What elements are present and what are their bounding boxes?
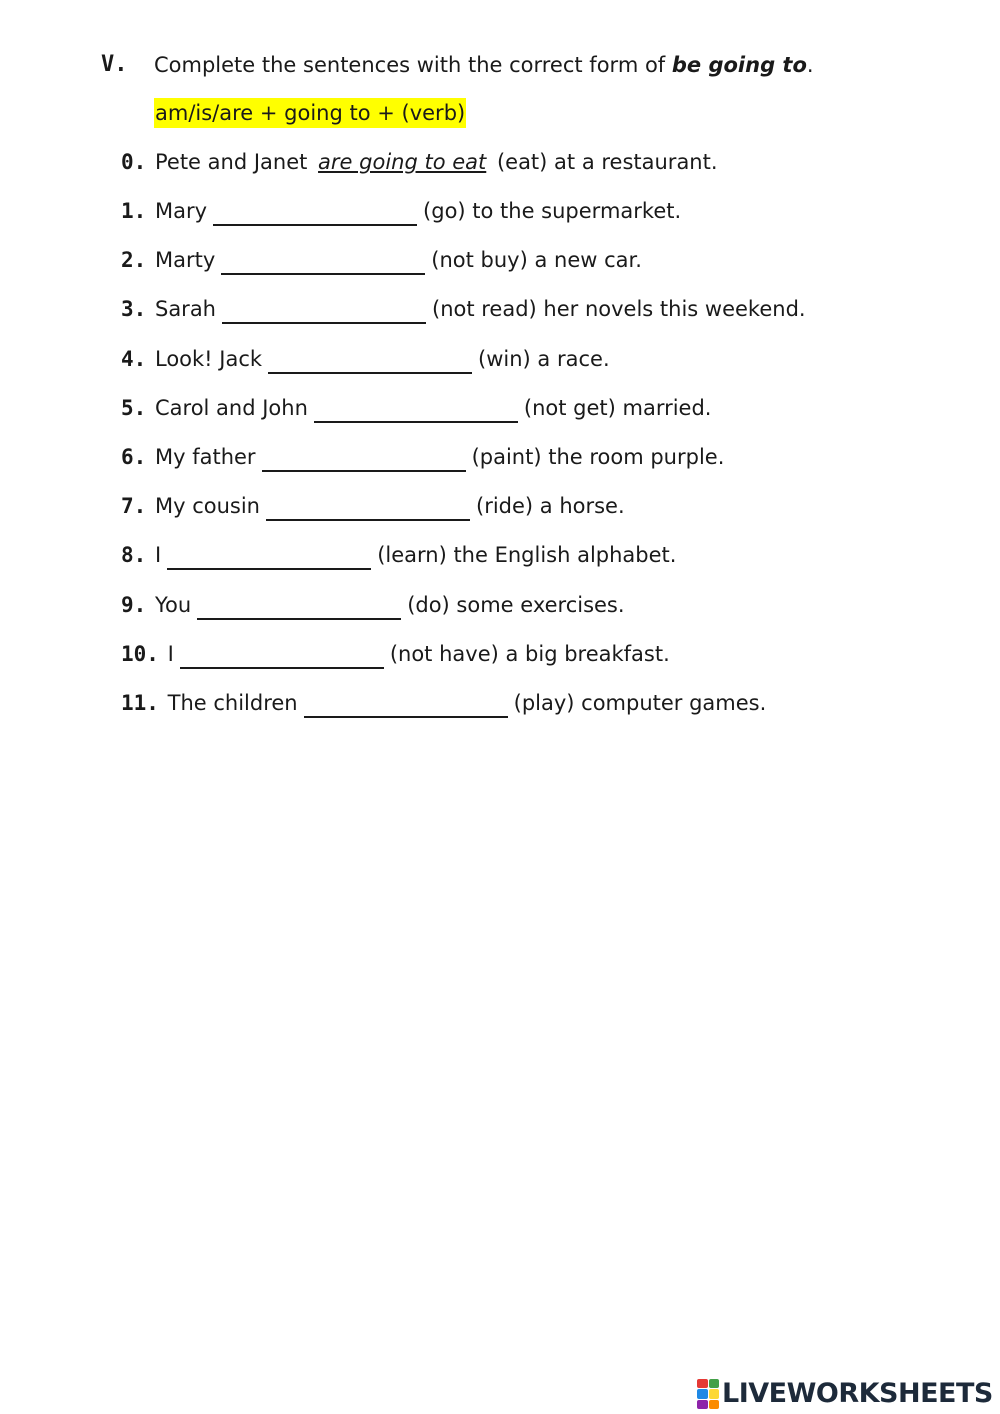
formula-highlight: am/is/are + going to + (verb) [154,98,466,128]
exercise-item [121,195,681,227]
answer-input[interactable] [197,592,401,620]
exercise-verb-hint: (do) some exercises. [407,592,625,617]
exercise-subject: I [167,641,174,666]
answer-input[interactable] [266,493,470,521]
exercise-verb-hint: (not get) married. [523,395,712,420]
exercise-subject: Marty [154,248,216,273]
exercise-number: 7. [121,494,147,519]
section-number: V. [101,52,128,77]
exercise-item [121,539,676,571]
exercise-verb-hint: (play) computer games. [513,691,767,715]
answer-input[interactable] [167,542,371,570]
example-number: 0. [121,150,147,174]
exercise-number: 4. [121,346,147,371]
example-verb-hint: (eat) at a restaurant. [496,150,718,174]
exercise-item [121,638,670,670]
example-answer: are going to eat [318,150,487,174]
answer-input[interactable] [314,395,518,423]
logo-mark-icon [697,1379,719,1409]
answer-input[interactable] [221,247,425,275]
exercise-item [121,687,766,719]
exercise-item [121,244,642,276]
answer-input[interactable] [213,198,417,226]
exercise-verb-hint: (not have) a big breakfast. [389,641,670,666]
logo-square [709,1389,720,1398]
exercise-number: 11. [121,691,159,715]
answer-input[interactable] [268,346,472,374]
exercise-subject: You [154,592,192,617]
exercise-item [121,343,610,375]
exercise-verb-hint: (go) to the supermarket. [423,199,682,223]
exercise-verb-hint: (not buy) a new car. [431,248,642,273]
exercise-number: 1. [121,199,147,223]
exercise-verb-hint: (learn) the English alphabet. [377,543,677,568]
exercise-number: 5. [121,395,147,420]
answer-input[interactable] [180,641,384,669]
exercise-item [121,490,625,522]
instruction-emphasis: be going to [671,53,807,77]
answer-input[interactable] [304,690,508,718]
exercise-subject: My father [154,445,256,469]
exercise-number: 3. [121,297,147,322]
logo-square [697,1379,708,1388]
exercise-subject: I [154,543,162,568]
exercise-subject: Mary [154,199,208,223]
exercise-subject: Look! Jack [154,346,263,371]
instruction-text: Complete the sentences with the correct form of [154,53,666,77]
answer-input[interactable] [262,444,466,472]
liveworksheets-logo [697,1376,993,1412]
logo-text: LIVEWORKSHEETS [722,1378,993,1409]
exercise-subject: Carol and John [154,395,308,420]
exercise-verb-hint: (ride) a horse. [476,494,625,519]
logo-square [697,1389,708,1398]
exercise-verb-hint: (win) a race. [478,346,610,371]
logo-square [709,1379,720,1388]
exercise-verb-hint: (paint) the room purple. [471,445,725,469]
exercise-subject: My cousin [154,494,260,519]
exercise-subject: Sarah [154,297,216,322]
exercise-number: 10. [121,641,159,666]
exercise-number: 9. [121,592,147,617]
exercise-number: 6. [121,445,147,469]
exercise-subject: The children [167,691,298,715]
example-subject: Pete and Janet [154,150,308,174]
exercise-number: 2. [121,248,147,273]
instruction-period: . [806,53,814,77]
exercise-item [121,392,712,424]
instruction [154,50,814,80]
example-sentence [121,146,718,178]
logo-square [697,1400,708,1409]
exercise-item [121,441,724,473]
exercise-item [121,293,806,325]
answer-input[interactable] [222,296,426,324]
exercise-number: 8. [121,543,147,568]
exercise-verb-hint: (not read) her novels this weekend. [432,297,806,322]
logo-square [709,1400,720,1409]
exercise-item [121,589,625,621]
